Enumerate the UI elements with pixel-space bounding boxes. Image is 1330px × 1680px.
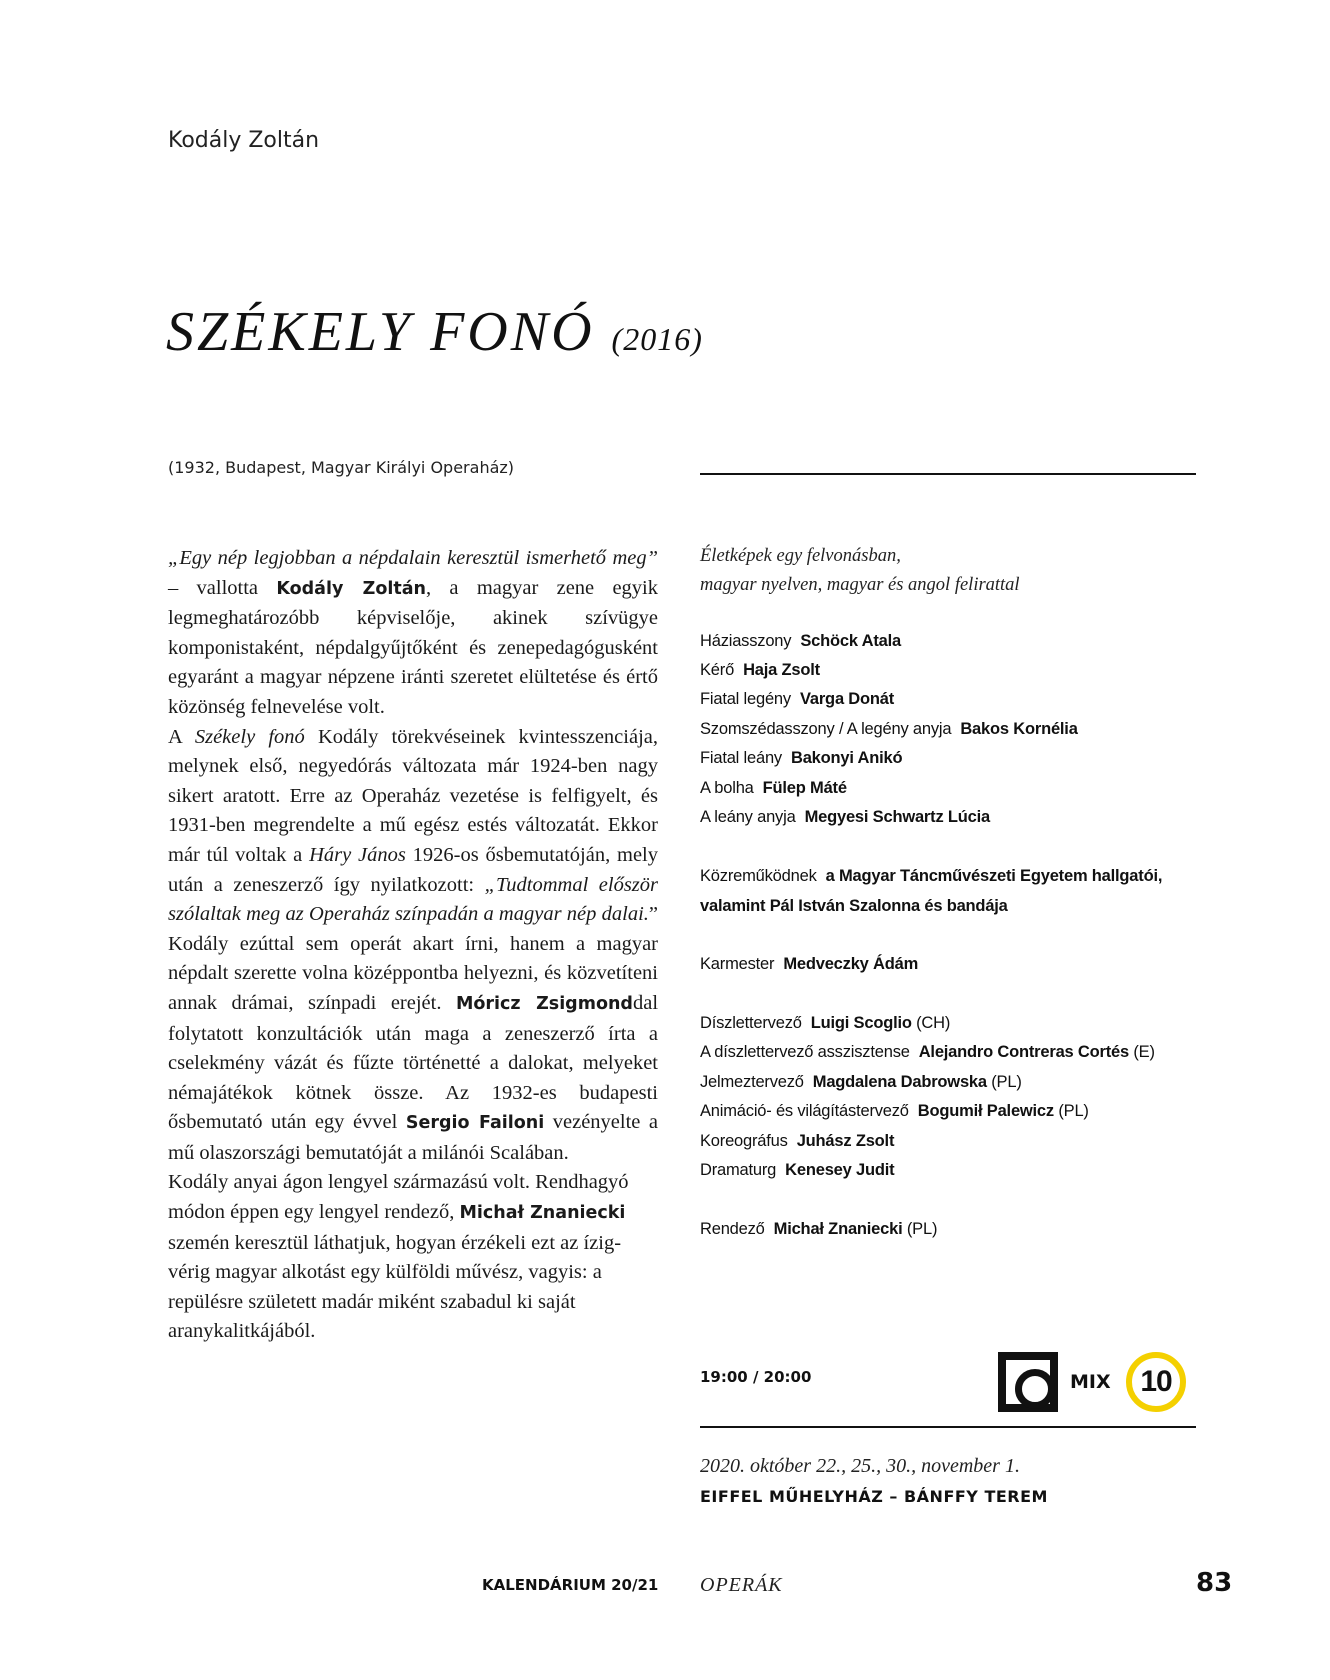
cast-row: Szomszédasszony / A legény anyja Bakos Kornélia	[700, 720, 1078, 738]
page-title	[166, 300, 703, 364]
article-paragraph: A Székely fonó Kodály törekvéseinek kvintesszenciája, melynek első, negyedórás változata már 1924-ben nagy sikert aratott. Erre az Operaház vezetése is felfigyelt, és 1931-ben megrendelte a mű egész estés változatát. Ekkor már túl voltak a Háry János 1926-os ősbemutatóján, mely után a zeneszerző így nyilatkozott: „Tudtommal először szólaltak meg az Operaház színpadán a magyar nép dalai.” Kodály ezúttal sem operát akart írni, hanem a magyar népdalt szerette volna középpontba helyezni, és közvetíteni annak drámai, színpadi erejét. Móricz Zsigmonddal folytatott konzultációk után maga a zeneszerző írta a cselekmény vázát és fűzte történetté a dalokat, melyeket némajátékok kötnek össze. Az 1932-es budapesti ősbemutató után egy évvel Sergio Failoni vezényelte a mű olaszországi bemutatóját a milánói Scalában.	[168, 725, 659, 1164]
article-body	[168, 544, 658, 1347]
director-row: Rendező Michał Znaniecki (PL)	[700, 1220, 938, 1238]
show-time: 19:00 / 20:00	[700, 1368, 812, 1386]
participants-row: Közreműködnek a Magyar Táncművészeti Egyetem hallgatói,	[700, 867, 1163, 885]
article-paragraph: Kodály anyai ágon lengyel származású volt. Rendhagyó módon éppen egy lengyel rendező, Michał Znaniecki szemén keresztül láthatjuk, hogyan érzékeli ezt az ízig-vérig magyar alkotást egy külföldi művész, vagyis: a repülésre született madár miként szabadul ki saját aranykalitkájából.	[168, 1171, 629, 1343]
crew-row: A díszlettervező asszisztense Alejandro Contreras Cortés (E)	[700, 1043, 1155, 1061]
crew-row: Díszlettervező Luigi Scoglio (CH)	[700, 1014, 951, 1032]
age-rating-badge	[1126, 1352, 1186, 1412]
crew-row: Koreográfus Juhász Zsolt	[700, 1132, 895, 1150]
genre-line: Életképek egy felvonásban,	[700, 546, 901, 566]
cast-row: A bolha Fülep Máté	[700, 779, 847, 797]
divider-top	[700, 473, 1196, 475]
cast-row: Fiatal leány Bakonyi Anikó	[700, 749, 903, 767]
language-line: magyar nyelven, magyar és angol felirattal	[700, 575, 1020, 595]
conductor-row: Karmester Medveczky Ádám	[700, 955, 919, 973]
cast-row: Kérő Haja Zsolt	[700, 661, 820, 679]
premiere-info: (1932, Budapest, Magyar Királyi Operaház)	[168, 458, 515, 477]
article-paragraph: „Egy nép legjobban a népdalain keresztül ismerhető meg” – vallotta Kodály Zoltán, a magyar zene egyik legmeghatározóbb képviselője, akinek szívügye komponistaként, népdalgyűjtőként és zenepedagógusként egyaránt a magyar népzene iránti szeretet elültetése és értő közönség felnevelése volt.	[168, 547, 658, 718]
crew-row: Dramaturg Kenesey Judit	[700, 1161, 895, 1179]
footer-calendar: KALENDÁRIUM 20/21	[482, 1576, 659, 1594]
cast-row: Háziasszony Schöck Atala	[700, 632, 901, 650]
mix-label: MIX	[1070, 1371, 1111, 1393]
title-year: (2016)	[611, 321, 703, 357]
crew-row: Jelmeztervező Magdalena Dabrowska (PL)	[700, 1073, 1022, 1091]
cast-row: A leány anyja Megyesi Schwartz Lúcia	[700, 808, 990, 826]
age-rating-value: 10	[1140, 1365, 1172, 1398]
cast-row: Fiatal legény Varga Donát	[700, 690, 895, 708]
title-main: SZÉKELY FONÓ	[166, 301, 595, 363]
divider-bottom	[700, 1426, 1196, 1428]
footer-section: OPERÁK	[700, 1574, 783, 1596]
participants-row-2: valamint Pál István Szalonna és bandája	[700, 897, 1008, 915]
opera-logo-icon	[998, 1352, 1058, 1412]
composer-name: Kodály Zoltán	[168, 128, 320, 153]
page-number: 83	[1196, 1568, 1233, 1598]
performance-dates: 2020. október 22., 25., 30., november 1.	[700, 1455, 1020, 1477]
venue: EIFFEL MŰHELYHÁZ – BÁNFFY TEREM	[700, 1487, 1048, 1506]
crew-row: Animáció- és világítástervező Bogumił Palewicz (PL)	[700, 1102, 1089, 1120]
